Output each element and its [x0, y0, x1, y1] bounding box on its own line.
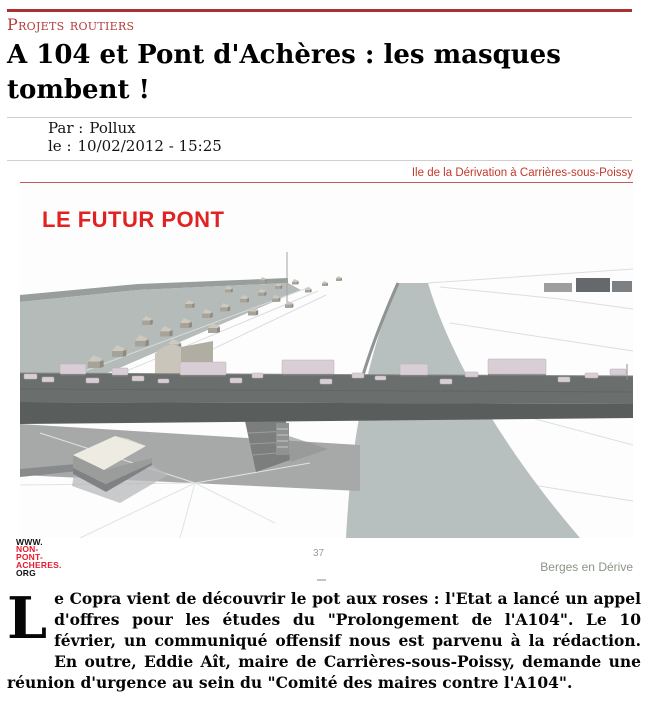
top-accent-rule: [7, 9, 632, 12]
page-title: A 104 et Pont d'Achères : les masques tombent !: [7, 40, 561, 105]
footer-dash: [317, 579, 326, 581]
publish-date: 10/02/2012 - 15:25: [77, 136, 222, 155]
category-link[interactable]: Projets routiers: [7, 15, 135, 34]
date-label: le :: [48, 136, 72, 155]
byline-author-row: [48, 120, 632, 138]
logo-line: ORG: [16, 567, 36, 578]
article-paragraph: [7, 584, 641, 693]
article-figure: [16, 166, 633, 584]
image-credit: Berges en Dérive: [540, 559, 633, 574]
figure-caption: Ile de la Dérivation à Carrières-sous-Poissy: [20, 167, 633, 183]
non-pont-acheres-logo: [16, 536, 62, 578]
figure-footer: [16, 536, 633, 584]
bridge-render-image: [20, 183, 633, 538]
drop-cap: L: [7, 584, 48, 652]
byline: [7, 117, 632, 160]
logo-line: ACHERES.: [16, 559, 62, 570]
future-pont-overlay-title: LE FUTUR PONT: [42, 206, 225, 232]
byline-date-row: [48, 138, 632, 156]
logo-line: WWW.: [16, 536, 43, 547]
logo-line: NON-: [16, 544, 39, 555]
author-name: Pollux: [89, 119, 136, 138]
page-number: 37: [313, 547, 325, 559]
logo-line: PONT-: [16, 552, 43, 563]
article-text: e Copra vient de découvrir le pot aux roses : l'Etat a lancé un appel d'offres pour les études du "Prolongement de l'A104". Le 10 février, un communiqué offensif nous est parvenu à la rédaction. En outre, Eddie Aît, maire de Carrières-sous-Poissy, demande une réunion d'urgence au sein du "Comité des maires contre l'A104".: [7, 588, 641, 692]
author-label: Par :: [48, 119, 84, 138]
